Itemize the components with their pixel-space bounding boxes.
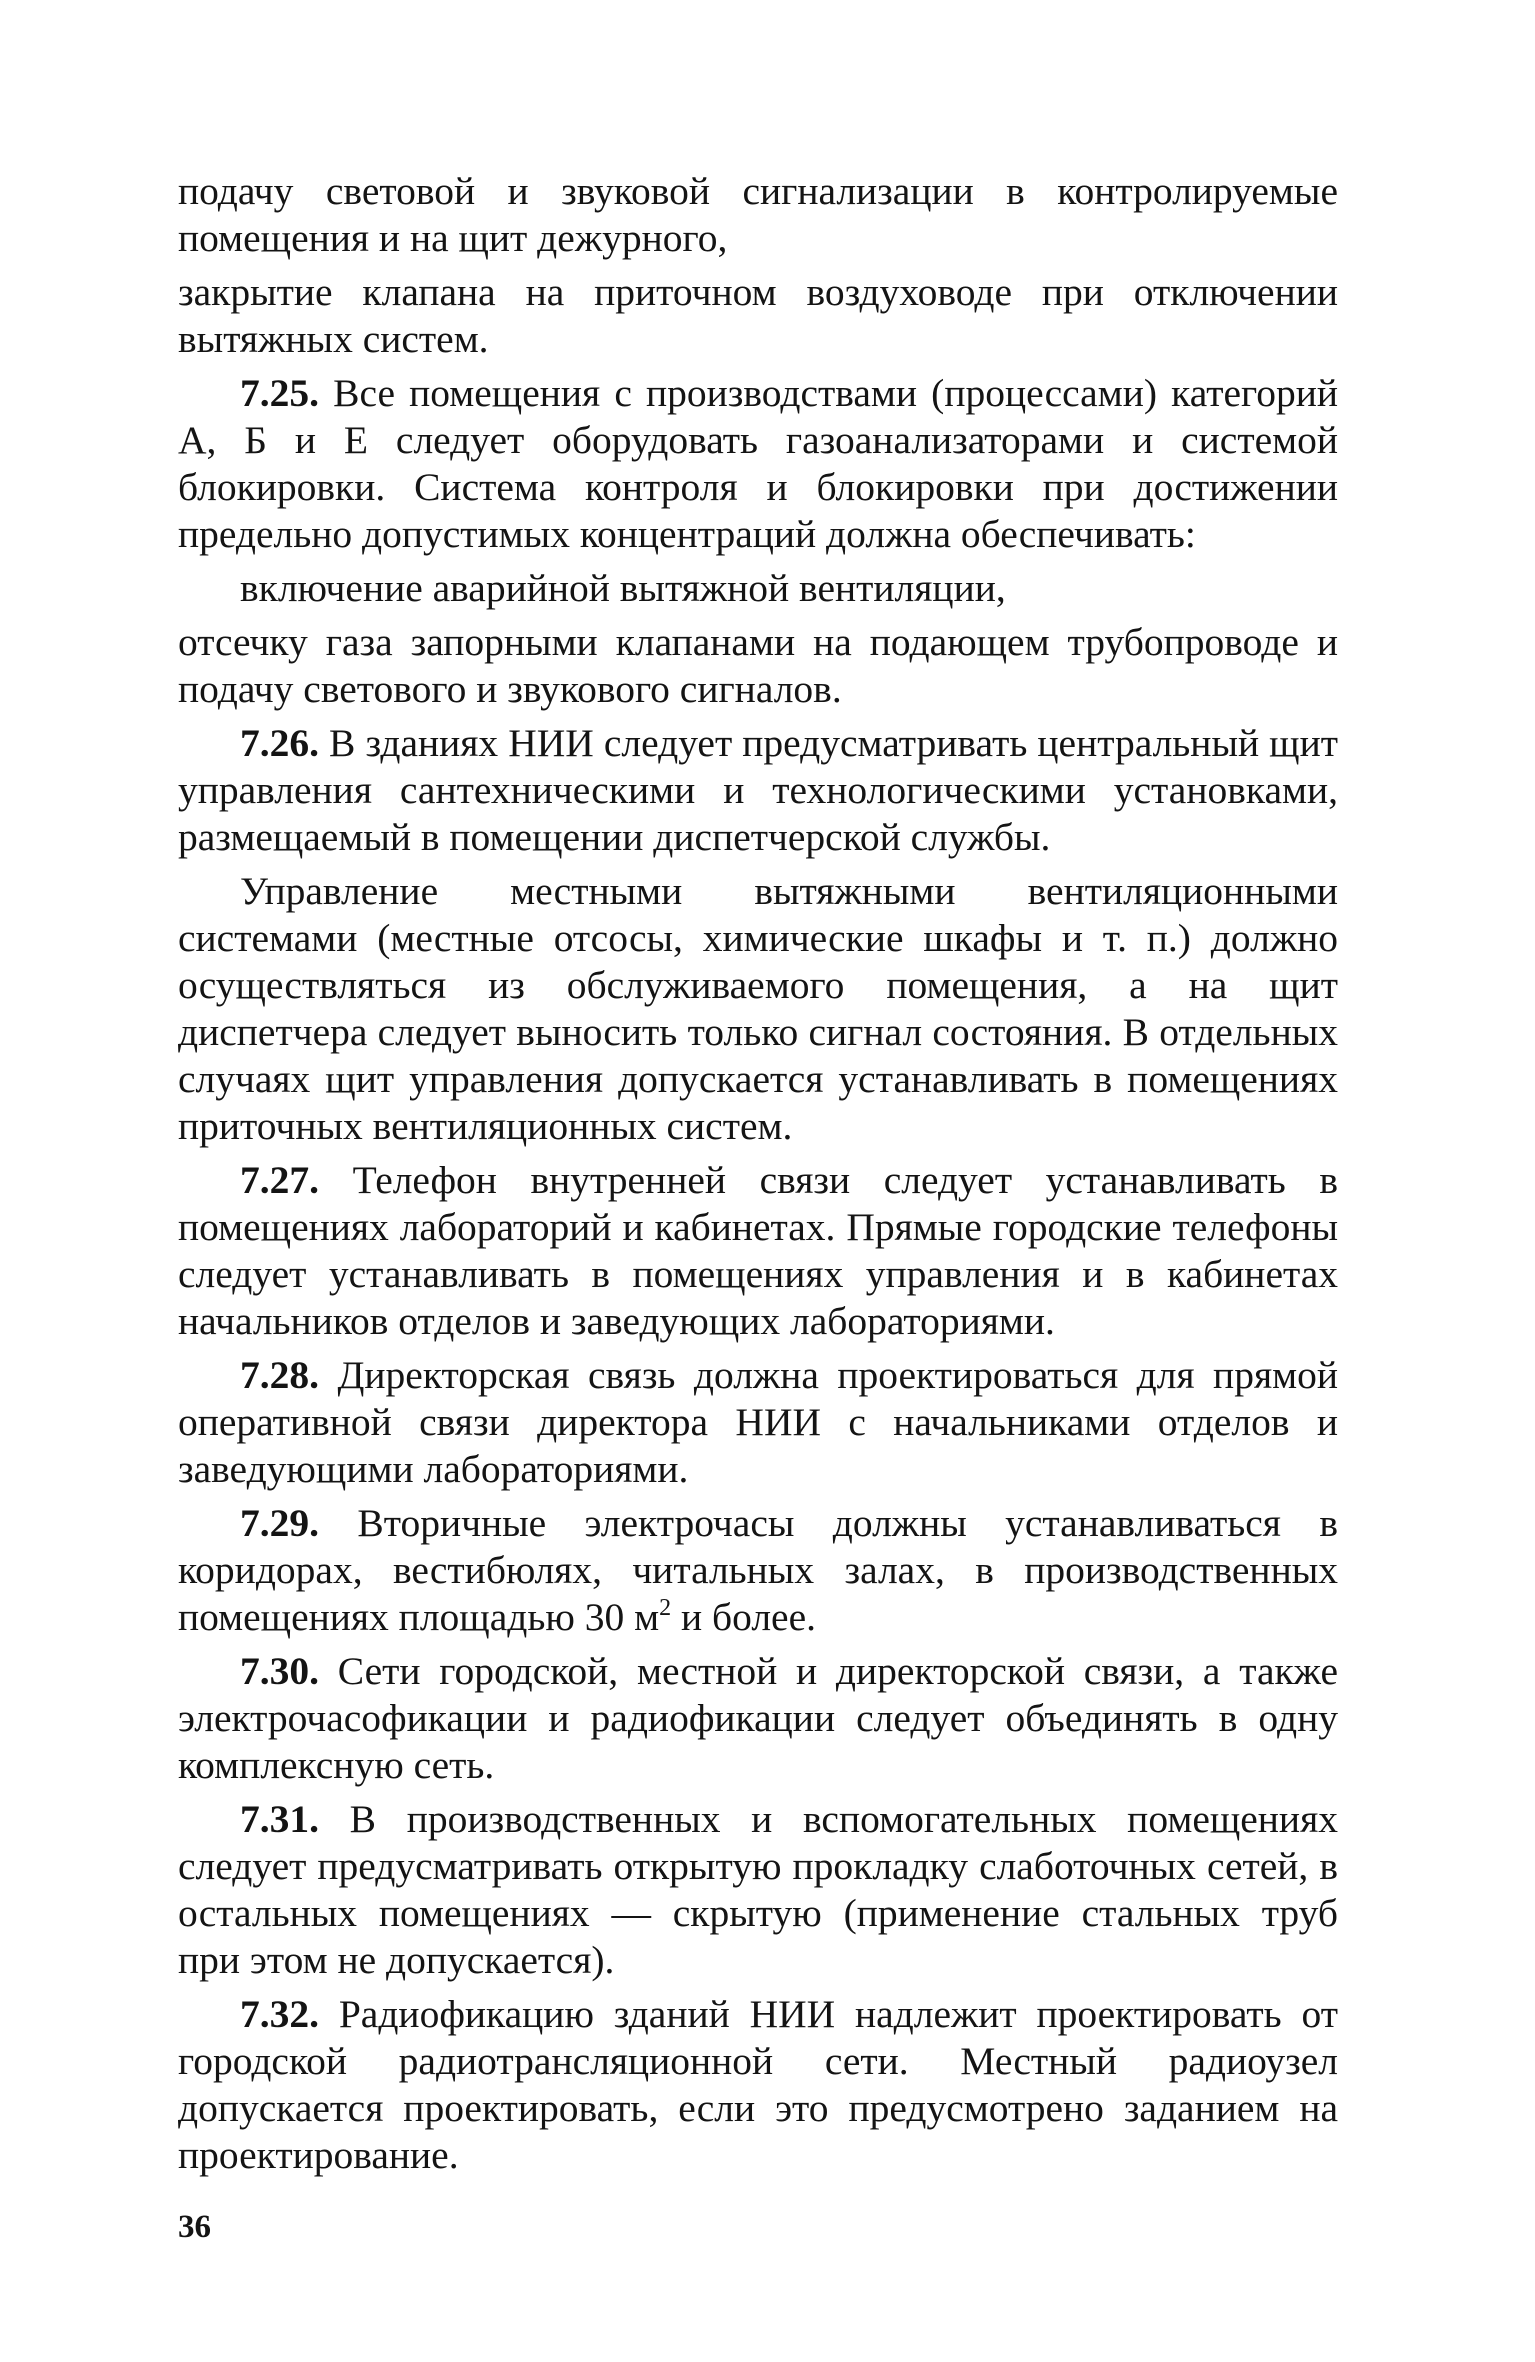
- clause-7-31: [178, 1796, 1338, 1984]
- clause-text: Директорская связь должна проектироваться для прямой оперативной связи директора НИИ с начальниками отделов и заведующими лабораториями.: [178, 1353, 1338, 1491]
- clause-7-32: [178, 1991, 1338, 2179]
- clause-7-28: [178, 1352, 1338, 1493]
- clause-text: В зданиях НИИ следует предусматривать центральный щит управления сантехническими и технологическими установками, размещаемый в помещении диспетчерской службы.: [178, 721, 1338, 859]
- clause-number: 7.29.: [240, 1501, 319, 1545]
- superscript-squared: 2: [659, 1595, 672, 1621]
- clause-number: 7.32.: [240, 1992, 319, 2036]
- clause-number: 7.25.: [240, 371, 319, 415]
- clause-7-29: [178, 1500, 1338, 1641]
- clause-7-26: [178, 720, 1338, 861]
- paragraph-3: [178, 565, 1338, 612]
- page-number: 36: [178, 2209, 211, 2245]
- clause-text: Сети городской, местной и директорской связи, а также электрочасофикации и радиофикации следует объединять в одну комплексную сеть.: [178, 1649, 1338, 1787]
- paragraph-0-text: подачу световой и звуковой сигнализации в контролируемые помещения и на щит дежурного,: [178, 169, 1338, 260]
- clause-7-27: [178, 1157, 1338, 1345]
- paragraph-1-text: закрытие клапана на приточном воздуховоде при отключении вытяжных систем.: [178, 270, 1338, 361]
- clause-text: Вторичные электрочасы должны устанавливаться в коридорах, вестибюлях, читальных залах, в производственных помещениях площадью 30 м: [178, 1501, 1338, 1639]
- document-page: [178, 168, 1338, 2208]
- paragraph-4-text: отсечку газа запорными клапанами на подающем трубопроводе и подачу светового и звукового сигналов.: [178, 620, 1338, 711]
- clause-number: 7.30.: [240, 1649, 319, 1693]
- paragraph-3-text: включение аварийной вытяжной вентиляции,: [240, 566, 1006, 610]
- paragraph-4: [178, 619, 1338, 713]
- clause-7-30: [178, 1648, 1338, 1789]
- clause-text: В производственных и вспомогательных помещениях следует предусматривать открытую прокладку слаботочных сетей, в остальных помещениях — скрытую (применение стальных труб при этом не допускается).: [178, 1797, 1338, 1982]
- clause-number: 7.27.: [240, 1158, 319, 1202]
- clause-7-25: [178, 370, 1338, 558]
- clause-number: 7.31.: [240, 1797, 319, 1841]
- paragraph-0: [178, 168, 1338, 262]
- clause-number: 7.26.: [240, 721, 319, 765]
- clause-text-tail: и более.: [671, 1595, 816, 1639]
- clause-text: Все помещения с производствами (процессами) категорий А, Б и Е следует оборудовать газоанализаторами и системой блокировки. Система контроля и блокировки при достижении предельно допустимых концентраций должна обеспечивать:: [178, 371, 1338, 556]
- paragraph-6-text: Управление местными вытяжными вентиляционными системами (местные отсосы, химические шкафы и т. п.) должно осуществляться из обслуживаемого помещения, а на щит диспетчера следует выносить только сигнал состояния. В отдельных случаях щит управления допускается устанавливать в помещениях приточных вентиляционных систем.: [178, 869, 1338, 1148]
- clause-text: Радиофикацию зданий НИИ надлежит проектировать от городской радиотрансляционной сети. Местный радиоузел допускается проектировать, если это предусмотрено заданием на проектирование.: [178, 1992, 1338, 2177]
- paragraph-1: [178, 269, 1338, 363]
- clause-text: Телефон внутренней связи следует устанавливать в помещениях лабораторий и кабинетах. Прямые городские телефоны следует устанавливать в помещениях управления и в кабинетах начальников отделов и заведующих лабораториями.: [178, 1158, 1338, 1343]
- paragraph-6: [178, 868, 1338, 1150]
- clause-number: 7.28.: [240, 1353, 319, 1397]
